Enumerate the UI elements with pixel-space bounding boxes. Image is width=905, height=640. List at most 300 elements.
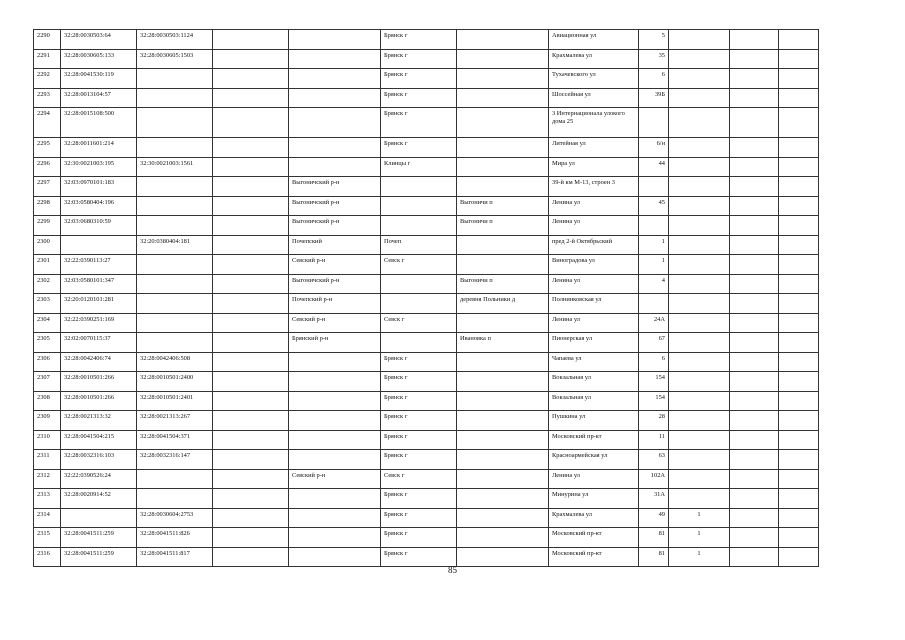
settlement-cell: Выгоничи п: [457, 216, 549, 236]
row-number-cell: 2297: [34, 177, 61, 197]
extra-col-cell: [213, 528, 289, 548]
city-cell: Севск г: [381, 255, 457, 275]
house-number-cell: 39Б: [639, 88, 669, 108]
quantity-cell: [669, 430, 730, 450]
district-cell: [289, 430, 381, 450]
col-11-cell: [730, 177, 779, 197]
cadastral-number-cell: 32:28:0021313:32: [61, 411, 137, 431]
row-number-cell: 2299: [34, 216, 61, 236]
col-12-cell: [779, 69, 819, 89]
cadastral-number-cell: 32:28:0041530:119: [61, 69, 137, 89]
table-row: [34, 216, 819, 236]
extra-col-cell: [213, 333, 289, 353]
house-number-cell: 6/н: [639, 138, 669, 158]
district-cell: Выгоничский р-н: [289, 274, 381, 294]
extra-col-cell: [213, 88, 289, 108]
table-row: [34, 196, 819, 216]
city-cell: Брянск г: [381, 372, 457, 392]
street-cell: 3 Интернационала улокого дома 25: [549, 108, 639, 138]
street-cell: Московский пр-кт: [549, 547, 639, 567]
col-11-cell: [730, 294, 779, 314]
house-number-cell: 31А: [639, 489, 669, 509]
extra-col-cell: [213, 411, 289, 431]
house-number-cell: 102А: [639, 469, 669, 489]
quantity-cell: [669, 313, 730, 333]
col-12-cell: [779, 313, 819, 333]
settlement-cell: деревня Польники д: [457, 294, 549, 314]
district-cell: [289, 69, 381, 89]
table-row: [34, 450, 819, 470]
building-cadastral-number-cell: [137, 216, 213, 236]
row-number-cell: 2290: [34, 30, 61, 50]
street-cell: Красноармейская ул: [549, 450, 639, 470]
settlement-cell: [457, 30, 549, 50]
row-number-cell: 2310: [34, 430, 61, 450]
table-row: [34, 49, 819, 69]
building-cadastral-number-cell: [137, 196, 213, 216]
settlement-cell: [457, 177, 549, 197]
col-11-cell: [730, 313, 779, 333]
city-cell: [381, 216, 457, 236]
building-cadastral-number-cell: 32:28:0032316:147: [137, 450, 213, 470]
col-12-cell: [779, 177, 819, 197]
quantity-cell: [669, 391, 730, 411]
row-number-cell: 2295: [34, 138, 61, 158]
house-number-cell: 45: [639, 196, 669, 216]
district-cell: Почепский р-н: [289, 294, 381, 314]
table-row: [34, 333, 819, 353]
house-number-cell: 35: [639, 49, 669, 69]
street-cell: Крахмалева ул: [549, 49, 639, 69]
col-11-cell: [730, 216, 779, 236]
extra-col-cell: [213, 450, 289, 470]
col-11-cell: [730, 352, 779, 372]
cadastral-number-cell: [61, 508, 137, 528]
cadastral-number-cell: 32:03:0680310:59: [61, 216, 137, 236]
table-row: [34, 528, 819, 548]
extra-col-cell: [213, 274, 289, 294]
city-cell: [381, 196, 457, 216]
district-cell: [289, 157, 381, 177]
col-12-cell: [779, 372, 819, 392]
col-11-cell: [730, 333, 779, 353]
row-number-cell: 2304: [34, 313, 61, 333]
row-number-cell: 2312: [34, 469, 61, 489]
building-cadastral-number-cell: 32:28:0010501:2401: [137, 391, 213, 411]
col-12-cell: [779, 430, 819, 450]
row-number-cell: 2291: [34, 49, 61, 69]
row-number-cell: 2293: [34, 88, 61, 108]
cadastral-number-cell: 32:28:0010501:266: [61, 372, 137, 392]
quantity-cell: [669, 352, 730, 372]
row-number-cell: 2308: [34, 391, 61, 411]
quantity-cell: [669, 88, 730, 108]
col-12-cell: [779, 469, 819, 489]
settlement-cell: [457, 108, 549, 138]
house-number-cell: [639, 177, 669, 197]
house-number-cell: 1: [639, 235, 669, 255]
city-cell: Брянск г: [381, 49, 457, 69]
table-row: [34, 411, 819, 431]
quantity-cell: [669, 411, 730, 431]
city-cell: Брянск г: [381, 352, 457, 372]
street-cell: Шоссейная ул: [549, 88, 639, 108]
quantity-cell: [669, 372, 730, 392]
register-table: [33, 29, 819, 567]
street-cell: Полнинковская ул: [549, 294, 639, 314]
cadastral-number-cell: 32:20:0120101:281: [61, 294, 137, 314]
cadastral-number-cell: 32:28:0041504:215: [61, 430, 137, 450]
building-cadastral-number-cell: 32:28:0041504:371: [137, 430, 213, 450]
quantity-cell: [669, 333, 730, 353]
row-number-cell: 2314: [34, 508, 61, 528]
city-cell: Брянск г: [381, 489, 457, 509]
quantity-cell: [669, 235, 730, 255]
house-number-cell: [639, 108, 669, 138]
row-number-cell: 2294: [34, 108, 61, 138]
district-cell: Севский р-н: [289, 469, 381, 489]
quantity-cell: [669, 30, 730, 50]
cadastral-number-cell: 32:28:0020914:52: [61, 489, 137, 509]
quantity-cell: [669, 294, 730, 314]
building-cadastral-number-cell: 32:20:0380404:181: [137, 235, 213, 255]
building-cadastral-number-cell: [137, 177, 213, 197]
cadastral-number-cell: [61, 235, 137, 255]
house-number-cell: 154: [639, 391, 669, 411]
quantity-cell: [669, 274, 730, 294]
settlement-cell: [457, 450, 549, 470]
house-number-cell: 44: [639, 157, 669, 177]
extra-col-cell: [213, 508, 289, 528]
row-number-cell: 2315: [34, 528, 61, 548]
district-cell: Брянский р-н: [289, 333, 381, 353]
col-11-cell: [730, 450, 779, 470]
extra-col-cell: [213, 49, 289, 69]
district-cell: Выгоничский р-н: [289, 196, 381, 216]
city-cell: Севск г: [381, 313, 457, 333]
street-cell: Пионерская ул: [549, 333, 639, 353]
cadastral-number-cell: 32:28:0013104:57: [61, 88, 137, 108]
settlement-cell: [457, 430, 549, 450]
extra-col-cell: [213, 430, 289, 450]
quantity-cell: [669, 489, 730, 509]
settlement-cell: [457, 372, 549, 392]
col-11-cell: [730, 430, 779, 450]
building-cadastral-number-cell: [137, 138, 213, 158]
extra-col-cell: [213, 138, 289, 158]
house-number-cell: 1: [639, 255, 669, 275]
building-cadastral-number-cell: [137, 88, 213, 108]
row-number-cell: 2302: [34, 274, 61, 294]
street-cell: Литейная ул: [549, 138, 639, 158]
quantity-cell: 1: [669, 547, 730, 567]
settlement-cell: [457, 508, 549, 528]
table-row: [34, 489, 819, 509]
col-11-cell: [730, 108, 779, 138]
col-11-cell: [730, 547, 779, 567]
district-cell: Севский р-н: [289, 313, 381, 333]
col-11-cell: [730, 157, 779, 177]
extra-col-cell: [213, 216, 289, 236]
col-11-cell: [730, 255, 779, 275]
col-12-cell: [779, 49, 819, 69]
house-number-cell: 24А: [639, 313, 669, 333]
district-cell: [289, 88, 381, 108]
extra-col-cell: [213, 108, 289, 138]
quantity-cell: 1: [669, 508, 730, 528]
building-cadastral-number-cell: 32:28:0030605:1503: [137, 49, 213, 69]
city-cell: Брянск г: [381, 450, 457, 470]
quantity-cell: [669, 216, 730, 236]
district-cell: [289, 108, 381, 138]
extra-col-cell: [213, 489, 289, 509]
district-cell: Выгоничский р-н: [289, 177, 381, 197]
city-cell: Севск г: [381, 469, 457, 489]
settlement-cell: [457, 157, 549, 177]
city-cell: Брянск г: [381, 69, 457, 89]
col-11-cell: [730, 528, 779, 548]
table-body: [34, 30, 819, 567]
extra-col-cell: [213, 196, 289, 216]
col-11-cell: [730, 69, 779, 89]
col-11-cell: [730, 49, 779, 69]
row-number-cell: 2311: [34, 450, 61, 470]
city-cell: Брянск г: [381, 528, 457, 548]
cadastral-number-cell: 32:22:0390526:24: [61, 469, 137, 489]
col-12-cell: [779, 216, 819, 236]
col-12-cell: [779, 450, 819, 470]
col-12-cell: [779, 489, 819, 509]
city-cell: Брянск г: [381, 508, 457, 528]
street-cell: Мира ул: [549, 157, 639, 177]
street-cell: Пушкина ул: [549, 411, 639, 431]
street-cell: Чапаева ул: [549, 352, 639, 372]
cadastral-number-cell: 32:28:0032316:103: [61, 450, 137, 470]
col-12-cell: [779, 255, 819, 275]
building-cadastral-number-cell: [137, 255, 213, 275]
settlement-cell: Ивановка п: [457, 333, 549, 353]
extra-col-cell: [213, 294, 289, 314]
col-11-cell: [730, 508, 779, 528]
building-cadastral-number-cell: [137, 294, 213, 314]
extra-col-cell: [213, 157, 289, 177]
house-number-cell: 63: [639, 450, 669, 470]
settlement-cell: Выгоничи п: [457, 196, 549, 216]
col-12-cell: [779, 508, 819, 528]
city-cell: [381, 333, 457, 353]
street-cell: Вокзальная ул: [549, 372, 639, 392]
quantity-cell: [669, 108, 730, 138]
street-cell: пред 2-й Октябрьский: [549, 235, 639, 255]
table-row: [34, 88, 819, 108]
table-row: [34, 177, 819, 197]
house-number-cell: [639, 294, 669, 314]
district-cell: Севский р-н: [289, 255, 381, 275]
settlement-cell: [457, 69, 549, 89]
house-number-cell: 81: [639, 547, 669, 567]
row-number-cell: 2307: [34, 372, 61, 392]
table-row: [34, 547, 819, 567]
row-number-cell: 2303: [34, 294, 61, 314]
col-11-cell: [730, 274, 779, 294]
street-cell: 39-й км М-13, строен 3: [549, 177, 639, 197]
row-number-cell: 2292: [34, 69, 61, 89]
building-cadastral-number-cell: [137, 108, 213, 138]
col-12-cell: [779, 333, 819, 353]
quantity-cell: [669, 157, 730, 177]
col-11-cell: [730, 138, 779, 158]
cadastral-number-cell: 32:22:0390113:27: [61, 255, 137, 275]
col-11-cell: [730, 196, 779, 216]
city-cell: Брянск г: [381, 30, 457, 50]
col-12-cell: [779, 274, 819, 294]
row-number-cell: 2306: [34, 352, 61, 372]
district-cell: Выгоничский р-н: [289, 216, 381, 236]
extra-col-cell: [213, 235, 289, 255]
cadastral-number-cell: 32:28:0010501:266: [61, 391, 137, 411]
district-cell: [289, 528, 381, 548]
extra-col-cell: [213, 313, 289, 333]
col-12-cell: [779, 108, 819, 138]
district-cell: [289, 547, 381, 567]
district-cell: [289, 391, 381, 411]
building-cadastral-number-cell: 32:30:0021003:1561: [137, 157, 213, 177]
table-row: [34, 235, 819, 255]
cadastral-number-cell: 32:28:0030503:64: [61, 30, 137, 50]
col-11-cell: [730, 469, 779, 489]
page-number: 85: [448, 565, 457, 575]
col-12-cell: [779, 294, 819, 314]
cadastral-number-cell: 32:30:0021003:195: [61, 157, 137, 177]
district-cell: [289, 508, 381, 528]
settlement-cell: [457, 391, 549, 411]
street-cell: Ленина ул: [549, 469, 639, 489]
col-11-cell: [730, 30, 779, 50]
quantity-cell: [669, 450, 730, 470]
extra-col-cell: [213, 372, 289, 392]
street-cell: Ленина ул: [549, 313, 639, 333]
row-number-cell: 2305: [34, 333, 61, 353]
extra-col-cell: [213, 30, 289, 50]
building-cadastral-number-cell: [137, 489, 213, 509]
col-12-cell: [779, 235, 819, 255]
building-cadastral-number-cell: 32:28:0041511:826: [137, 528, 213, 548]
table-row: [34, 352, 819, 372]
street-cell: Крахмалева ул: [549, 508, 639, 528]
col-11-cell: [730, 489, 779, 509]
district-cell: [289, 352, 381, 372]
col-12-cell: [779, 391, 819, 411]
district-cell: [289, 138, 381, 158]
city-cell: Брянск г: [381, 138, 457, 158]
settlement-cell: [457, 352, 549, 372]
settlement-cell: [457, 313, 549, 333]
city-cell: Клинцы г: [381, 157, 457, 177]
house-number-cell: 67: [639, 333, 669, 353]
table-row: [34, 294, 819, 314]
house-number-cell: 11: [639, 430, 669, 450]
building-cadastral-number-cell: 32:28:0021313:267: [137, 411, 213, 431]
house-number-cell: 49: [639, 508, 669, 528]
street-cell: Московский пр-кт: [549, 528, 639, 548]
table-row: [34, 108, 819, 138]
cadastral-number-cell: 32:28:0041511:259: [61, 528, 137, 548]
quantity-cell: [669, 177, 730, 197]
cadastral-number-cell: 32:03:0970101:183: [61, 177, 137, 197]
col-12-cell: [779, 138, 819, 158]
table-row: [34, 372, 819, 392]
settlement-cell: [457, 88, 549, 108]
district-cell: [289, 489, 381, 509]
col-12-cell: [779, 196, 819, 216]
cadastral-number-cell: 32:28:0015108:500: [61, 108, 137, 138]
col-12-cell: [779, 30, 819, 50]
district-cell: [289, 30, 381, 50]
col-12-cell: [779, 411, 819, 431]
row-number-cell: 2298: [34, 196, 61, 216]
city-cell: [381, 274, 457, 294]
city-cell: Брянск г: [381, 108, 457, 138]
district-cell: [289, 450, 381, 470]
cadastral-number-cell: 32:03:0580404:196: [61, 196, 137, 216]
quantity-cell: [669, 69, 730, 89]
building-cadastral-number-cell: [137, 333, 213, 353]
settlement-cell: [457, 235, 549, 255]
col-12-cell: [779, 88, 819, 108]
cadastral-number-cell: 32:28:0011601:214: [61, 138, 137, 158]
table-row: [34, 274, 819, 294]
building-cadastral-number-cell: 32:28:0010501:2400: [137, 372, 213, 392]
extra-col-cell: [213, 469, 289, 489]
city-cell: Брянск г: [381, 391, 457, 411]
col-11-cell: [730, 235, 779, 255]
table-row: [34, 69, 819, 89]
cadastral-number-cell: 32:22:0390251:169: [61, 313, 137, 333]
extra-col-cell: [213, 352, 289, 372]
table-row: [34, 391, 819, 411]
building-cadastral-number-cell: 32:28:0042406:508: [137, 352, 213, 372]
col-12-cell: [779, 528, 819, 548]
quantity-cell: [669, 196, 730, 216]
settlement-cell: [457, 489, 549, 509]
extra-col-cell: [213, 255, 289, 275]
settlement-cell: Выгоничи п: [457, 274, 549, 294]
house-number-cell: 6: [639, 352, 669, 372]
house-number-cell: 4: [639, 274, 669, 294]
table-row: [34, 255, 819, 275]
col-11-cell: [730, 372, 779, 392]
street-cell: Ленина ул: [549, 196, 639, 216]
district-cell: Почепский: [289, 235, 381, 255]
col-12-cell: [779, 352, 819, 372]
city-cell: Почеп: [381, 235, 457, 255]
street-cell: Тухачевского ул: [549, 69, 639, 89]
row-number-cell: 2313: [34, 489, 61, 509]
settlement-cell: [457, 469, 549, 489]
extra-col-cell: [213, 391, 289, 411]
city-cell: Брянск г: [381, 88, 457, 108]
building-cadastral-number-cell: [137, 469, 213, 489]
col-12-cell: [779, 157, 819, 177]
cadastral-number-cell: 32:02:0070115:37: [61, 333, 137, 353]
house-number-cell: 5: [639, 30, 669, 50]
house-number-cell: 81: [639, 528, 669, 548]
district-cell: [289, 411, 381, 431]
extra-col-cell: [213, 69, 289, 89]
row-number-cell: 2301: [34, 255, 61, 275]
street-cell: Московский пр-кт: [549, 430, 639, 450]
table-row: [34, 138, 819, 158]
